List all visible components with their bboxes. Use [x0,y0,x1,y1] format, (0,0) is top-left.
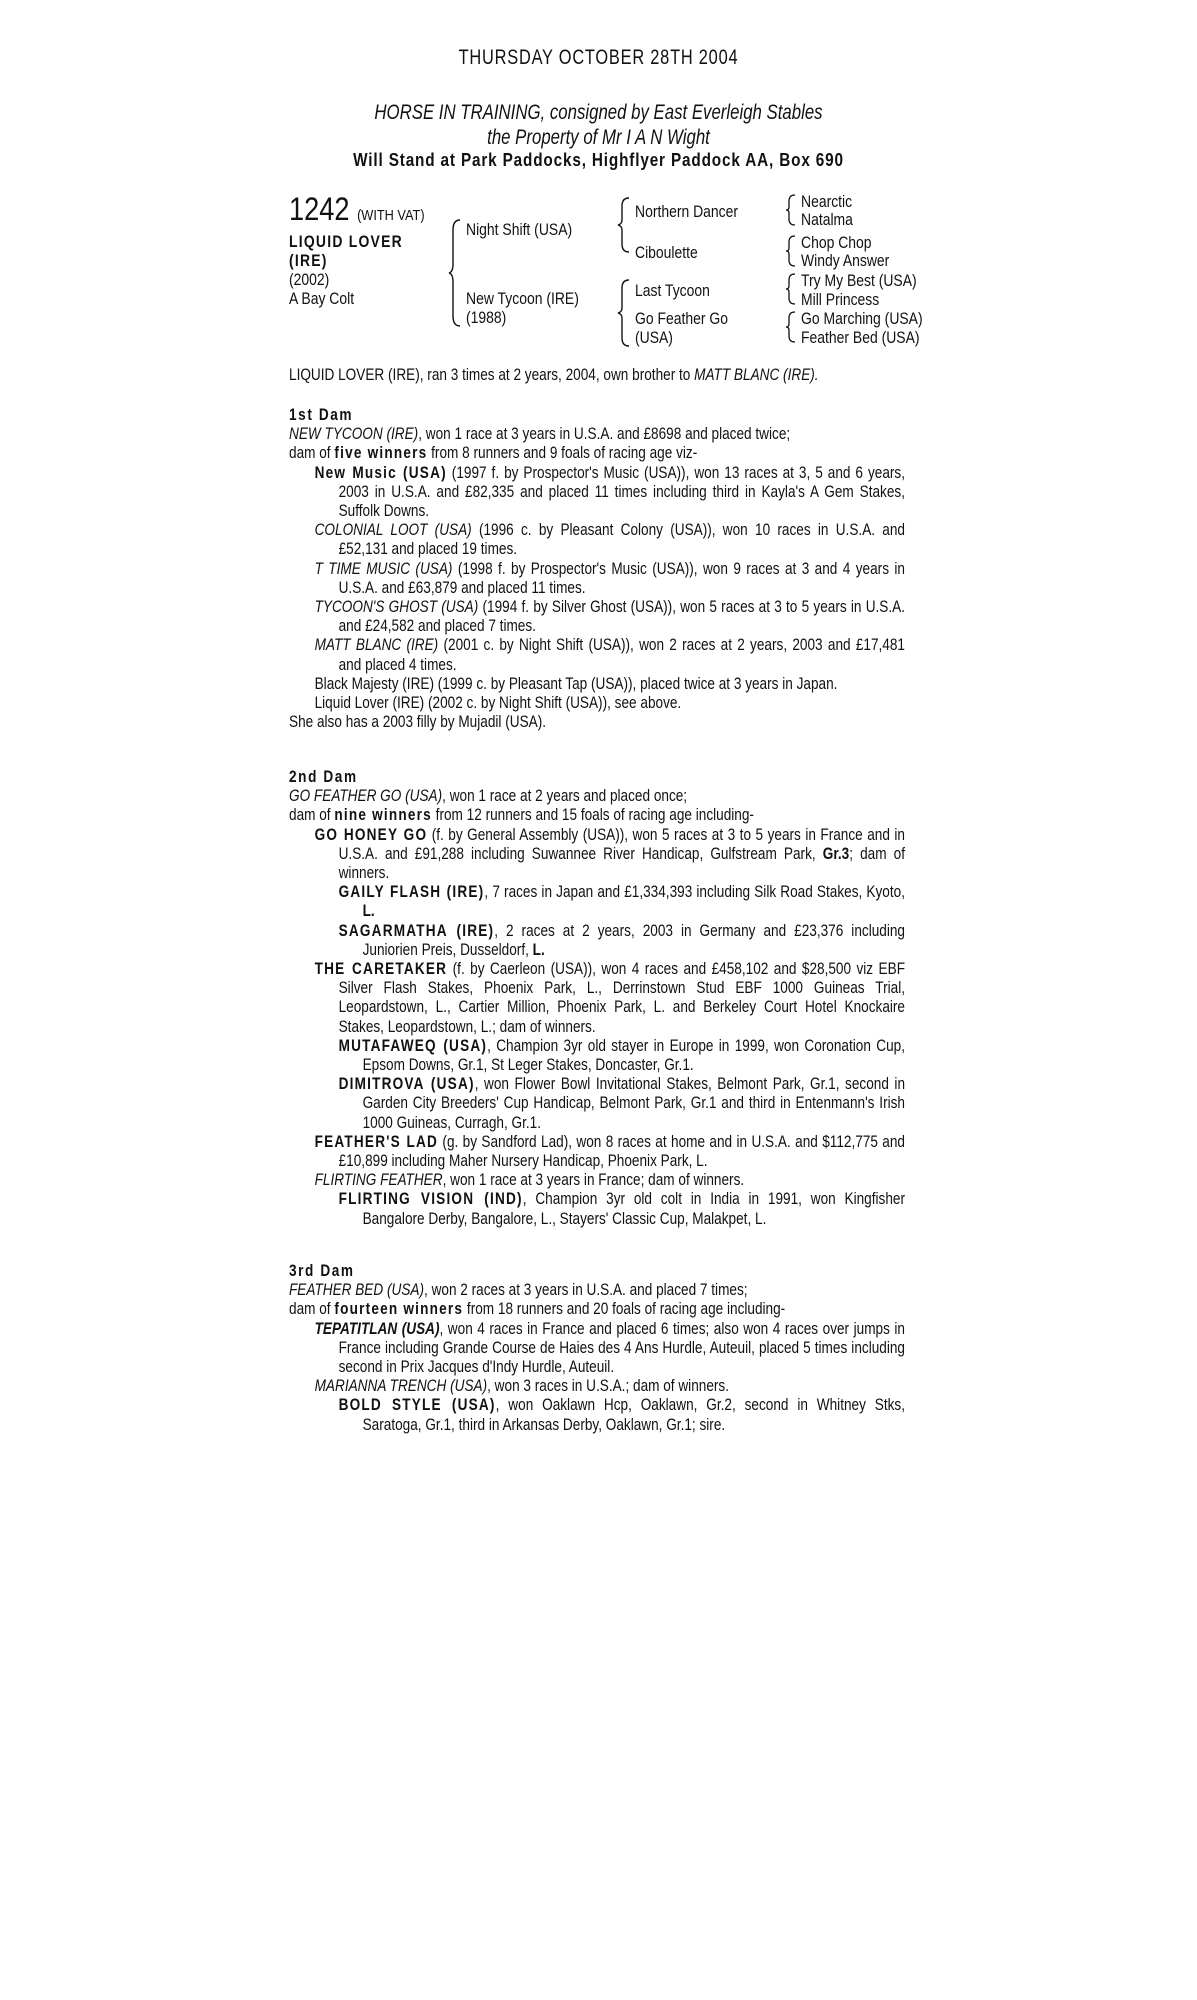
produce-5-name: MATT BLANC (IRE) [314,635,439,655]
second-dam-section [289,767,905,1228]
produce-4-name: TYCOON'S GHOST (USA) [314,597,479,617]
lot-number-value: 1242 [289,191,350,227]
horse-description: A Bay Colt [289,289,355,308]
descendant-a-grade: Gr.3 [822,843,850,863]
descendant-a-record: (f. by General Assembly (USA)), won 5 races at 3 to 5 years in France and in U.S.A. and £91,288 including Suwannee River Handicap, Gulfstream Park, [338,824,905,863]
horse-name: LIQUID LOVER [289,232,403,251]
descendant-d-record: , won 1 race at 3 years in France; dam of winners. [442,1170,745,1190]
pedigree-g8: Feather Bed (USA) [801,328,920,347]
produce-2-record: (1996 c. by Pleasant Colony (USA)), won 10 races in U.S.A. and £52,131 and placed 19 times. [338,520,905,559]
lot-details [289,232,403,308]
descendant-b1-name: MUTAFAWEQ (USA) [338,1035,488,1055]
produce-1-record: (1997 f. by Prospector's Music (USA)), won 13 races at 3, 5 and 6 years, 2003 in U.S.A. and £82,335 and placed 11 times including third in Kayla's A Gem Stakes, Suffolk Downs. [338,462,906,521]
pedigree-sire-dam: Ciboulette [635,243,698,262]
descendant-a [289,825,905,883]
descendant-a1 [289,882,905,920]
second-dam-line1 [289,786,905,805]
pedigree-g6: Mill Princess [801,290,880,309]
produce-1 [289,463,905,521]
consignor-line: HORSE IN TRAINING, consigned by East Everleigh Stables [374,101,823,124]
produce-3 [289,559,905,597]
produce-5-record: (2001 c. by Night Shift (USA)), won 2 races at 2 years, 2003 and £17,481 and placed 4 times. [338,635,905,674]
pedigree-dam-name: New Tycoon (IRE) [466,289,579,308]
second-dam-name: GO FEATHER GO (USA) [289,786,443,806]
first-dam-runners: from 8 runners and 9 foals of racing age viz- [427,443,698,463]
descendant-d1 [289,1189,905,1227]
produce-6: Black Majesty (IRE) (1999 c. by Pleasant Tap (USA)), placed twice at 3 years in Japan. [314,673,838,693]
produce-7: Liquid Lover (IRE) (2002 c. by Night Shift (USA)), see above. [314,693,682,713]
third-dam-line2 [289,1299,905,1318]
descendant-a2-name: SAGARMATHA (IRE) [338,920,495,940]
lot-number [289,191,425,228]
pedigree-dam-year: (1988) [466,308,507,327]
third-dam-winners: fourteen winners [334,1299,464,1319]
pedigree-g1: Nearctic [801,192,853,211]
third-dam-section [289,1261,905,1434]
first-dam-section [289,405,905,731]
third-descendant-a-record: , won 4 races in France and placed 6 times; also won 4 races over jumps in France including Grande Course de Haies des 4 Ans Hurdle, Auteuil, placed 5 times including second in Prix Jacques d'Indy Hurdle, Auteuil. [338,1318,906,1377]
owner-line: the Property of Mr I A N Wight [487,126,710,149]
descendant-d-name: FLIRTING FEATHER [314,1170,443,1190]
pedigree-dam [466,289,579,327]
third-descendant-a [289,1319,905,1377]
third-dam-line1 [289,1280,905,1299]
descendant-d1-name: FLIRTING VISION (IND) [338,1189,523,1209]
descendant-a1-listed: L. [362,901,375,921]
intro-paragraph [289,365,1089,385]
third-descendant-b1 [289,1395,905,1433]
descendant-c-record: (g. by Sandford Lad), won 8 races at home and in U.S.A. and $112,775 and £10,899 including Maher Nursery Handicap, Phoenix Park, L. [338,1131,905,1171]
descendant-b2 [289,1074,905,1132]
second-dam-of: dam of [289,805,335,825]
pedigree-sire-sire: Northern Dancer [635,202,739,221]
third-descendant-b1-record: , won Oaklawn Hcp, Oaklawn, Gr.2, second in Whitney Stks, Saratoga, Gr.1, third in Arkansas Derby, Oaklawn, Gr.1; sire. [362,1395,906,1434]
descendant-a2-record: , 2 races at 2 years, 2003 in Germany and £23,376 including Juniorien Preis, Dusseldorf, [362,920,905,959]
first-dam-winners: five winners [334,443,428,463]
pedigree-brace-g4 [785,310,797,344]
first-dam-title: 1st Dam [289,405,354,424]
produce-4 [289,597,905,635]
produce-3-record: (1998 f. by Prospector's Music (USA)), won 9 races at 3 and 4 years in U.S.A. and £63,879 and placed 11 times. [338,558,905,597]
descendant-a1-name: GAILY FLASH (IRE) [338,882,485,902]
produce-4-record: (1994 f. by Silver Ghost (USA)), won 5 races at 3 to 5 years in U.S.A. and £24,582 and placed 7 times. [338,597,905,636]
first-dam-line1 [289,424,905,443]
pedigree-brace-g1 [785,193,797,227]
second-dam-winners: nine winners [334,805,432,825]
produce-8: She also has a 2003 filly by Mujadil (USA). [289,712,547,732]
second-dam-runners: from 12 runners and 15 foals of racing age including- [431,805,754,825]
descendant-a-end: ; dam of winners. [338,843,905,883]
pedigree-g4: Windy Answer [801,251,890,270]
pedigree-dam-dam-name: Go Feather Go [635,309,728,328]
descendant-a1-record: , 7 races in Japan and £1,334,393 including Silk Road Stakes, Kyoto, [484,882,905,902]
third-dam-name: FEATHER BED (USA) [289,1280,425,1300]
second-dam-record: , won 1 race at 2 years and placed once; [442,786,688,806]
descendant-c [289,1132,905,1170]
descendant-a2 [289,921,905,959]
pedigree-g7: Go Marching (USA) [801,309,923,328]
produce-2-name: COLONIAL LOOT (USA) [314,520,472,540]
third-descendant-b-name: MARIANNA TRENCH (USA) [314,1376,488,1396]
descendant-c-name: FEATHER'S LAD [314,1131,439,1151]
pedigree-g3: Chop Chop [801,233,872,252]
pedigree-sire: Night Shift (USA) [466,220,573,239]
third-dam-record: , won 2 races at 3 years in U.S.A. and placed 7 times; [424,1280,748,1300]
vat-note: (WITH VAT) [357,207,425,224]
location-line: Will Stand at Park Paddocks, Highflyer Paddock AA, Box 690 [353,150,844,170]
produce-5 [289,635,905,673]
first-dam-name: NEW TYCOON (IRE) [289,424,419,444]
pedigree-dam-sire: Last Tycoon [635,281,710,300]
first-dam-record: , won 1 race at 3 years in U.S.A. and £8698 and placed twice; [418,424,791,444]
descendant-a-name: GO HONEY GO [314,824,428,844]
descendant-b2-name: DIMITROVA (USA) [338,1074,475,1094]
descendant-b2-record: , won Flower Bowl Invitational Stakes, Belmont Park, Gr.1, second in Garden City Breeders' Cup Handicap, Belmont Park, Gr.1 and third in Entenmann's Irish 1000 Guineas, Curragh, Gr.1. [362,1074,906,1132]
descendant-b-name: THE CARETAKER [314,959,448,979]
pedigree-brace-dam [617,278,631,348]
second-dam-title: 2nd Dam [289,767,358,786]
sale-date: THURSDAY OCTOBER 28TH 2004 [458,46,739,69]
descendant-b [289,959,905,1036]
third-descendant-b [289,1376,905,1395]
descendant-a2-listed: L. [532,939,545,959]
third-descendant-b-record: , won 3 races in U.S.A.; dam of winners. [487,1376,730,1396]
third-dam-runners: from 18 runners and 20 foals of racing age including- [463,1299,786,1319]
intro-brother: MATT BLANC (IRE). [694,365,819,384]
second-dam-line2 [289,805,905,824]
pedigree-dam-dam-country: (USA) [635,328,673,347]
third-dam-of: dam of [289,1299,335,1319]
horse-year: (2002) [289,270,330,289]
produce-1-name: New Music (USA) [314,462,447,482]
intro-text: LIQUID LOVER (IRE), ran 3 times at 2 years, 2004, own brother to [289,365,695,384]
first-dam-line2 [289,443,905,462]
third-descendant-b1-name: BOLD STYLE (USA) [338,1395,496,1415]
descendant-d1-record: , Champion 3yr old colt in India in 1991, won Kingfisher Bangalore Derby, Bangalore, L., Stayers' Classic Cup, Malakpet, L. [362,1189,905,1228]
third-descendant-a-name: TEPATITLAN (USA) [314,1318,440,1338]
pedigree-brace-main [448,218,462,328]
pedigree-brace-g3 [785,272,797,306]
descendant-b-record: (f. by Caerleon (USA)), won 4 races and £458,102 and $28,500 viz EBF Silver Flash Stakes, Phoenix Park, L., Derrinstown Stud EBF 1000 Guineas Trial, Leopardstown, L., Cartier Million, Phoenix Park, L. and Berkeley Court Hotel Knockaire Stakes, Leopardstown, L.; dam of winners. [338,959,906,1036]
pedigree-g2: Natalma [801,210,853,229]
pedigree-dam-dam [635,309,728,347]
first-dam-of: dam of [289,443,335,463]
third-dam-title: 3rd Dam [289,1261,355,1280]
produce-3-name: T TIME MUSIC (USA) [314,558,453,578]
descendant-b1-record: , Champion 3yr old stayer in Europe in 1999, won Coronation Cup, Epsom Downs, Gr.1, St Leger Stakes, Doncaster, Gr.1. [362,1035,905,1075]
descendant-b1 [289,1036,905,1074]
pedigree-g5: Try My Best (USA) [801,271,917,290]
produce-2 [289,520,905,558]
pedigree-brace-sire [617,196,631,254]
horse-country: (IRE) [289,251,328,270]
descendant-d [289,1170,905,1189]
pedigree-brace-g2 [785,234,797,268]
